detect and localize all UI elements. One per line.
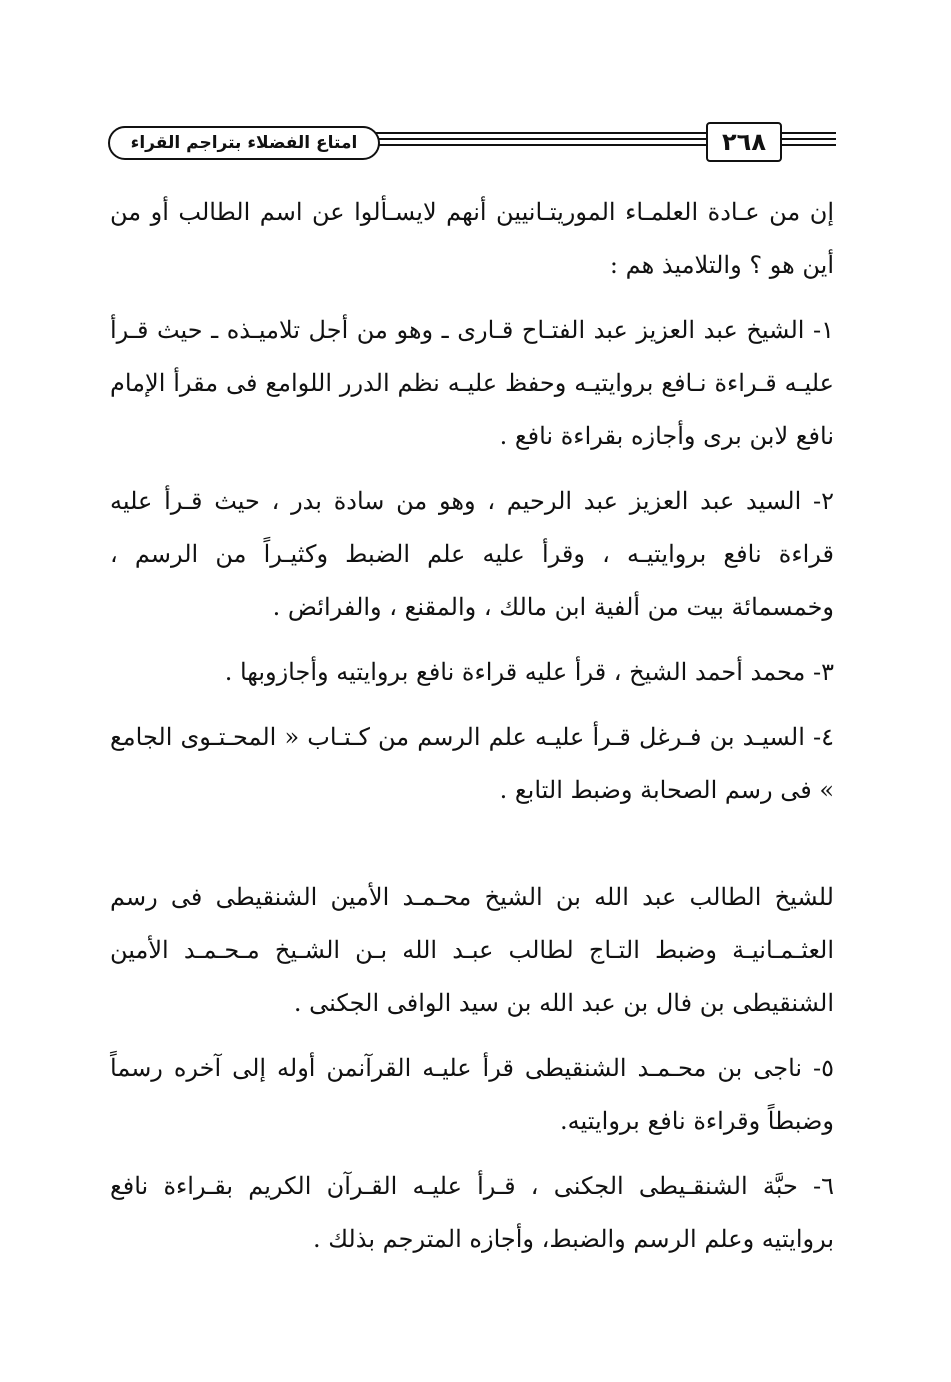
paragraph-book-note: للشيخ الطالب عبد الله بن الشيخ محـمـد الأمين الشنقيطى فى رسم العثـمـانيـة وضبط التـاج لطالب عبـد الله بـن الشـيخ مـحـمـد الأمين الشنقيطى بن فال بن عبد الله بن سيد الوافى الجكنى . bbox=[110, 883, 834, 1017]
header-rule-bottom bbox=[376, 144, 706, 146]
page-number: ٢٦٨ bbox=[706, 122, 782, 162]
header-rule-right-bottom bbox=[778, 144, 836, 146]
list-item-6: ٦- حبَّة الشنقـيطى الجكنى ، قـرأ عليـه القـرآن الكريم بقـراءة نافع بروايتيه وعلم الرسم والضبط، وأجازه المترجم بذلك . bbox=[110, 1172, 834, 1253]
header-rule-top bbox=[376, 132, 706, 134]
paragraph-intro: إن من عـادة العلمـاء الموريتـانيين أنهم لايسـألوا عن اسم الطالب أو من أين هو ؟ والتلاميذ هم : bbox=[110, 198, 834, 279]
header-rule-right-middle bbox=[778, 138, 836, 140]
running-header bbox=[108, 118, 836, 166]
list-item-4: ٤- السيـد بن فـرغل قـرأ عليـه علم الرسم من كـتـاب « المحـتـوى الجامع » فى رسم الصحابة وضبط التابع . bbox=[110, 723, 834, 804]
list-item-1: ١- الشيخ عبد العزيز عبد الفتـاح قـارى ـ وهو من أجل تلاميـذه ـ حيث قـرأ عليـه قـراءة نـافع بروايتيـه وحفظ عليـه نظم الدرر اللوامع فى مقرأ الإمام نافع لابن برى وأجازه بقراءة نافع . bbox=[110, 316, 834, 450]
list-item-2: ٢- السيد عبد العزيز عبد الرحيم ، وهو من سادة بدر ، حيث قـرأ عليه قراءة نافع بروايتيـه ، وقرأ عليه علم الضبط وكثيـراً من الرسم ، وخمسمائة بيت من ألفية ابن مالك ، والمقنع ، والفرائض . bbox=[110, 487, 835, 621]
header-rule-middle bbox=[376, 138, 706, 140]
list-item-5: ٥- ناجى بن محـمـد الشنقيطى قرأ عليـه القرآنمن أوله إلى آخره رسماً وضبطاً وقراءة نافع بروايتيه. bbox=[110, 1054, 834, 1135]
book-title: امتاع الفضلاء بتراجم القراء bbox=[108, 126, 380, 160]
list-item-3: ٣- محمد أحمد الشيخ ، قرأ عليه قراءة نافع بروايتيه وأجازوبها . bbox=[224, 658, 834, 686]
page-body bbox=[110, 186, 834, 1278]
header-rule-right-top bbox=[778, 132, 836, 134]
